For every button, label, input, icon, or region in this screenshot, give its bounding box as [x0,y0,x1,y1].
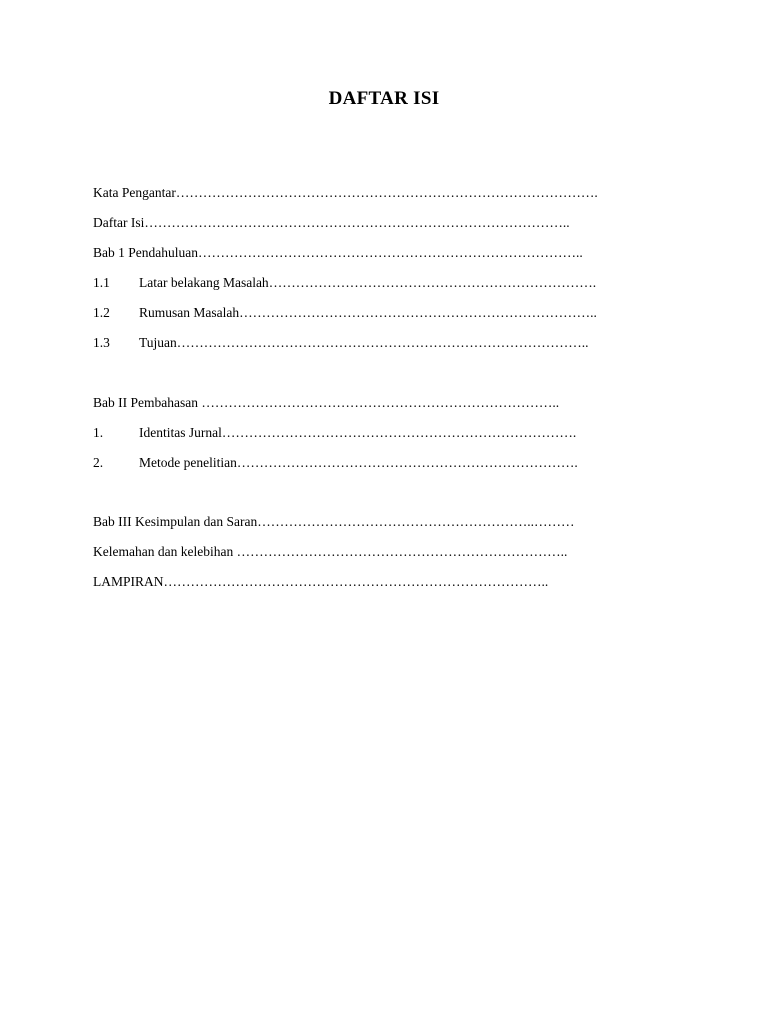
toc-entry-bab-2 [93,394,559,412]
toc-dot-leader: ……………………………………………………………………. [221,425,577,440]
toc-entry-kata-pengantar [93,184,598,202]
toc-entry-kelemahan [93,543,567,561]
toc-entry-label: Metode penelitian [139,455,237,470]
toc-entry-2-1 [93,424,576,442]
toc-entry-label: Bab III Kesimpulan dan Saran [93,514,258,529]
toc-entry-bab-3 [93,513,574,531]
toc-entry-daftar-isi [93,214,570,232]
toc-entry-number: 2. [93,455,104,470]
toc-entry-number: 1.1 [93,275,110,290]
toc-entry-1-1 [93,274,596,292]
toc-entry-bab-1 [93,244,583,262]
toc-dot-leader: ……………………………………………………..……… [257,514,575,529]
toc-entry-1-3 [93,334,589,352]
toc-entry-label: Daftar Isi [93,215,145,230]
toc-dot-leader: …………………………………………………………………. [236,455,578,470]
toc-entry-1-2 [93,304,597,322]
toc-entry-lampiran [93,573,548,591]
toc-dot-leader: ………………………………………………………………………….. [163,574,549,589]
toc-entry-label: Kata Pengantar [93,185,176,200]
toc-dot-leader: ………………………………………………………………………….. [197,245,583,260]
toc-entry-label: Latar belakang Masalah [139,275,269,290]
toc-dot-leader: ………………………………………………………………. [268,275,597,290]
toc-dot-leader: ……………………………………………………………….. [236,544,568,559]
toc-dot-leader: ………………………………………………………………………………….. [144,215,570,230]
toc-entry-label: Kelemahan dan kelebihan [93,544,237,559]
toc-entry-number: 1. [93,425,104,440]
toc-dot-leader: …………………………………………………………………………………. [175,185,598,200]
toc-entry-label: Tujuan [139,335,177,350]
toc-entry-2-2 [93,454,578,472]
page-title: DAFTAR ISI [328,88,440,109]
toc-entry-label: LAMPIRAN [93,574,164,589]
toc-entry-label: Bab II Pembahasan [93,395,202,410]
toc-dot-leader: ……………………………………………………………………………….. [176,335,589,350]
toc-entry-number: 1.2 [93,305,110,320]
toc-entry-number: 1.3 [93,335,110,350]
toc-entry-label: Identitas Jurnal [139,425,222,440]
toc-dot-leader: …………………………………………………………………….. [239,305,597,320]
toc-entry-label: Bab 1 Pendahuluan [93,245,198,260]
toc-entry-label: Rumusan Masalah [139,305,240,320]
toc-dot-leader: …………………………………………………………………….. [201,395,560,410]
